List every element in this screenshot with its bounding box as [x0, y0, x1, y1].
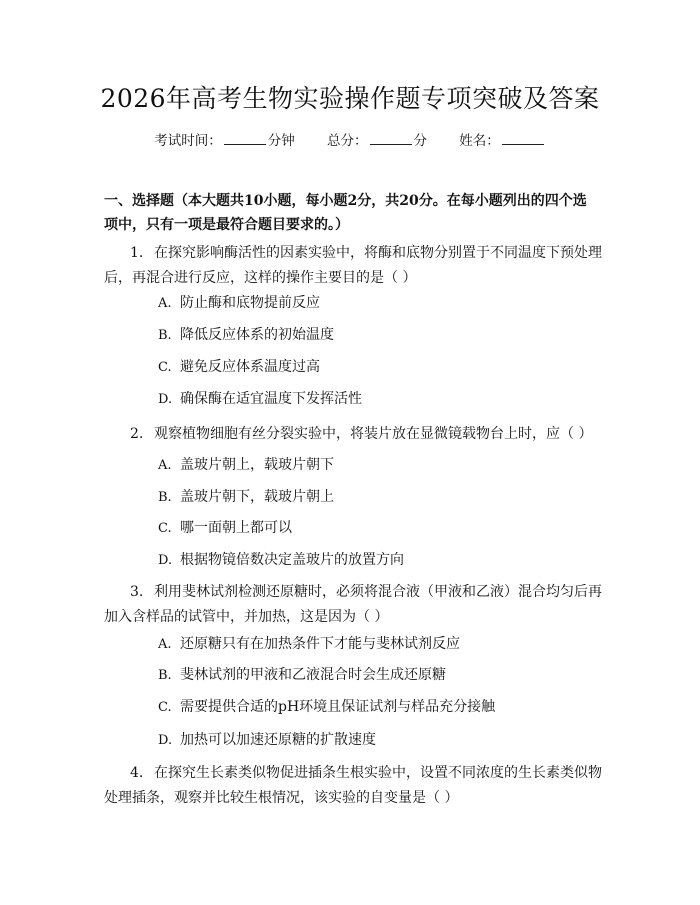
option-3a — [158, 634, 460, 655]
option-text: 确保酶在适宜温度下发挥活性 — [180, 391, 362, 407]
option-text: 斐林试剂的甲液和乙液混合时会生成还原糖 — [180, 667, 446, 683]
question-stem-line-2: 处理插条，观察并比较生根情况，该实验的自变量是（ ） — [104, 790, 459, 806]
exam-time-blank — [224, 132, 266, 145]
option-2a — [158, 455, 334, 476]
option-2c — [158, 518, 292, 539]
option-2d — [158, 550, 404, 571]
option-2b — [158, 487, 334, 508]
question-2 — [104, 422, 604, 447]
option-label: D. — [158, 553, 173, 568]
option-text: 盖玻片朝下，载玻片朝上 — [180, 489, 334, 505]
name-label: 姓名： — [459, 133, 500, 149]
option-label: A. — [158, 296, 172, 311]
question-stem-line-1: 利用斐林试剂检测还原糖时，必须将混合液（甲液和乙液）混合均匀后再 — [154, 584, 602, 600]
section-heading-line-1: 一、选择题（本大题共10小题，每小题2分，共20分。在每小题列出的四个选 — [104, 193, 587, 209]
option-label: A. — [158, 458, 172, 473]
total-score-label: 总分： — [327, 133, 368, 149]
option-text: 根据物镜倍数决定盖玻片的放置方向 — [180, 552, 404, 568]
option-text: 加热可以加速还原糖的扩散速度 — [180, 732, 376, 748]
option-text: 哪一面朝上都可以 — [180, 520, 292, 536]
exam-info-line — [0, 131, 700, 151]
page-title: 2026年高考生物实验操作题专项突破及答案 — [100, 84, 600, 113]
total-score-blank — [370, 132, 412, 145]
option-label: B. — [158, 668, 172, 683]
section-heading — [104, 189, 594, 237]
option-label: C. — [158, 521, 172, 536]
option-label: C. — [158, 360, 172, 375]
question-stem-line-2: 加入含样品的试管中，并加热，这是因为（ ） — [104, 609, 389, 625]
option-3d — [158, 730, 376, 751]
option-1b — [158, 325, 334, 346]
question-stem-line-2: 后，再混合进行反应，这样的操作主要目的是（ ） — [104, 270, 417, 286]
section-heading-line-2: 项中，只有一项是最符合题目要求的。） — [104, 217, 349, 233]
option-label: C. — [158, 700, 172, 715]
option-text: 盖玻片朝上，载玻片朝下 — [180, 457, 334, 473]
name-blank — [502, 132, 544, 145]
exam-time-label: 考试时间： — [154, 133, 222, 149]
question-stem-line-1: 在探究影响酶活性的因素实验中，将酶和底物分别置于不同温度下预处理 — [154, 245, 602, 261]
total-score-unit: 分 — [413, 133, 427, 149]
option-text: 还原糖只有在加热条件下才能与斐林试剂反应 — [180, 636, 460, 652]
question-number: 2. — [130, 426, 144, 442]
option-1a — [158, 293, 320, 314]
option-1c — [158, 357, 320, 378]
exam-time-field — [154, 133, 295, 149]
name-field — [459, 133, 546, 149]
total-score-field — [327, 133, 427, 149]
question-number: 1. — [130, 245, 144, 261]
question-3 — [104, 580, 604, 630]
question-number: 3. — [130, 584, 144, 600]
option-text: 需要提供合适的pH环境且保证试剂与样品充分接触 — [180, 699, 496, 715]
option-label: A. — [158, 637, 172, 652]
option-label: B. — [158, 490, 172, 505]
question-stem-line-1: 在探究生长素类似物促进插条生根实验中，设置不同浓度的生长素类似物 — [154, 765, 602, 781]
option-label: D. — [158, 392, 173, 407]
question-number: 4. — [130, 765, 144, 781]
option-text: 避免反应体系温度过高 — [180, 359, 320, 375]
option-text: 降低反应体系的初始温度 — [180, 327, 334, 343]
question-4 — [104, 761, 604, 811]
option-3b — [158, 665, 446, 686]
question-stem-line-1: 观察植物细胞有丝分裂实验中，将装片放在显微镜载物台上时，应（ ） — [154, 426, 593, 442]
option-text: 防止酶和底物提前反应 — [180, 295, 320, 311]
option-3c — [158, 697, 495, 718]
option-label: B. — [158, 328, 172, 343]
option-label: D. — [158, 733, 173, 748]
question-1 — [104, 241, 604, 291]
option-1d — [158, 389, 362, 410]
exam-time-unit: 分钟 — [267, 133, 295, 149]
